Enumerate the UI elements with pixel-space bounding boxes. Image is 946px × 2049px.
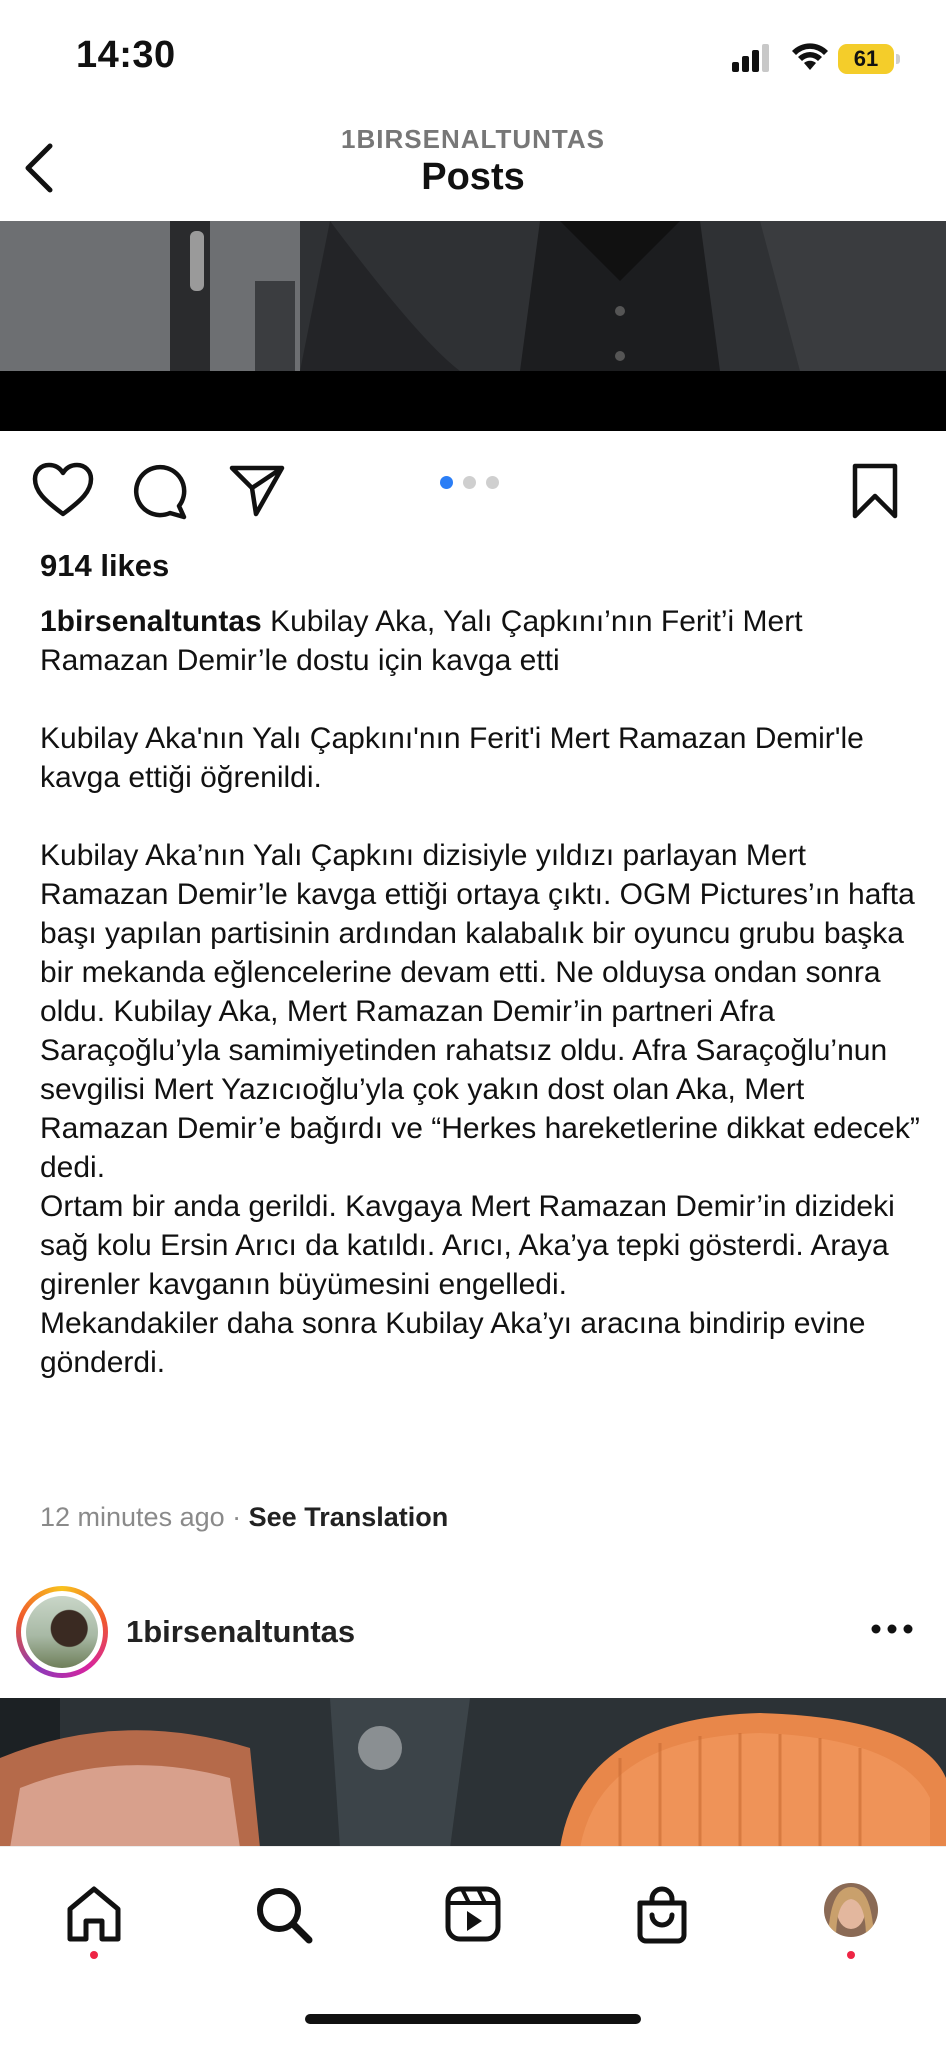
post-username[interactable]: 1birsenaltuntas (126, 1614, 356, 1649)
avatar (26, 1596, 98, 1668)
caption-username[interactable]: 1birsenaltuntas (40, 605, 262, 638)
post-image[interactable] (0, 1698, 946, 1848)
battery-icon (838, 44, 898, 74)
home-notification-dot (90, 1951, 98, 1959)
profile-notification-dot (847, 1951, 855, 1959)
comment-icon[interactable] (130, 462, 188, 520)
share-icon[interactable] (228, 462, 286, 518)
header-account-name: 1BIRSENALTUNTAS (341, 124, 605, 154)
caption-paragraph: Ortam bir anda gerildi. Kavgaya Mert Ramazan Demir’in dizideki sağ kolu Ersin Arıcı da katıldı. Arıcı, Aka’ya tepki gösterdi. Araya girenler kavganın büyümesini engelledi. (40, 1190, 895, 1301)
carousel-dot (486, 476, 499, 489)
wifi-icon (790, 40, 830, 77)
bookmark-icon[interactable] (850, 462, 900, 520)
carousel-dot (463, 476, 476, 489)
home-indicator (305, 2014, 641, 2024)
caption-paragraph: Kubilay Aka'nın Yalı Çapkını'nın Ferit'i Mert Ramazan Demir'le kavga ettiği öğrenildi. (40, 722, 864, 794)
see-translation-link[interactable]: See Translation (248, 1502, 449, 1532)
status-time: 14:30 (76, 34, 176, 76)
post-meta (40, 1502, 448, 1533)
caption-paragraph: Mekandakiler daha sonra Kubilay Aka’yı aracına bindirip evine gönderdi. (40, 1307, 866, 1379)
likes-count[interactable]: 914 likes (40, 548, 170, 583)
cellular-signal-icon (732, 44, 772, 77)
shop-icon[interactable] (634, 1885, 690, 1950)
reels-icon[interactable] (444, 1885, 502, 1948)
battery-level: 61 (838, 44, 894, 74)
post-timestamp: 12 minutes ago (40, 1502, 225, 1532)
story-avatar[interactable] (16, 1586, 108, 1678)
caption-title: Kubilay Aka, Yalı Çapkını’nın Ferit’i Mert Ramazan Demir’le dostu için kavga etti (40, 605, 803, 677)
carousel-dot (440, 476, 453, 489)
profile-avatar[interactable] (822, 1881, 880, 1944)
meta-separator: · (232, 1502, 242, 1532)
post-image[interactable] (0, 221, 946, 431)
status-bar (0, 0, 946, 120)
caption-paragraph: Kubilay Aka’nın Yalı Çapkını dizisiyle yıldızı parlayan Mert Ramazan Demir’le kavga ettiği ortaya çıktı. OGM Pictures’ın hafta başı yapılan partisinin ardından kalabalık bir oyuncu grubu başka bir mekanda eğlencelerine devam etti. Ne olduysa ondan sonra oldu. Kubilay Aka, Mert Ramazan Demir’in partneri Afra Saraçoğlu’yla samimiyetinden rahatsız oldu. Afra Saraçoğlu’nun sevgilisi Mert Yazıcıoğlu’yla çok yakın dost olan Aka, Mert Ramazan Demir’e bağırdı ve “Herkes hareketlerine dikkat edecek” dedi. (40, 839, 920, 1184)
heart-icon[interactable] (32, 462, 94, 518)
home-icon[interactable] (64, 1885, 124, 1948)
post-caption (40, 602, 920, 1382)
page-title: Posts (421, 156, 525, 198)
search-icon[interactable] (254, 1885, 314, 1950)
more-icon[interactable] (870, 1622, 914, 1640)
carousel-indicator (440, 476, 509, 494)
